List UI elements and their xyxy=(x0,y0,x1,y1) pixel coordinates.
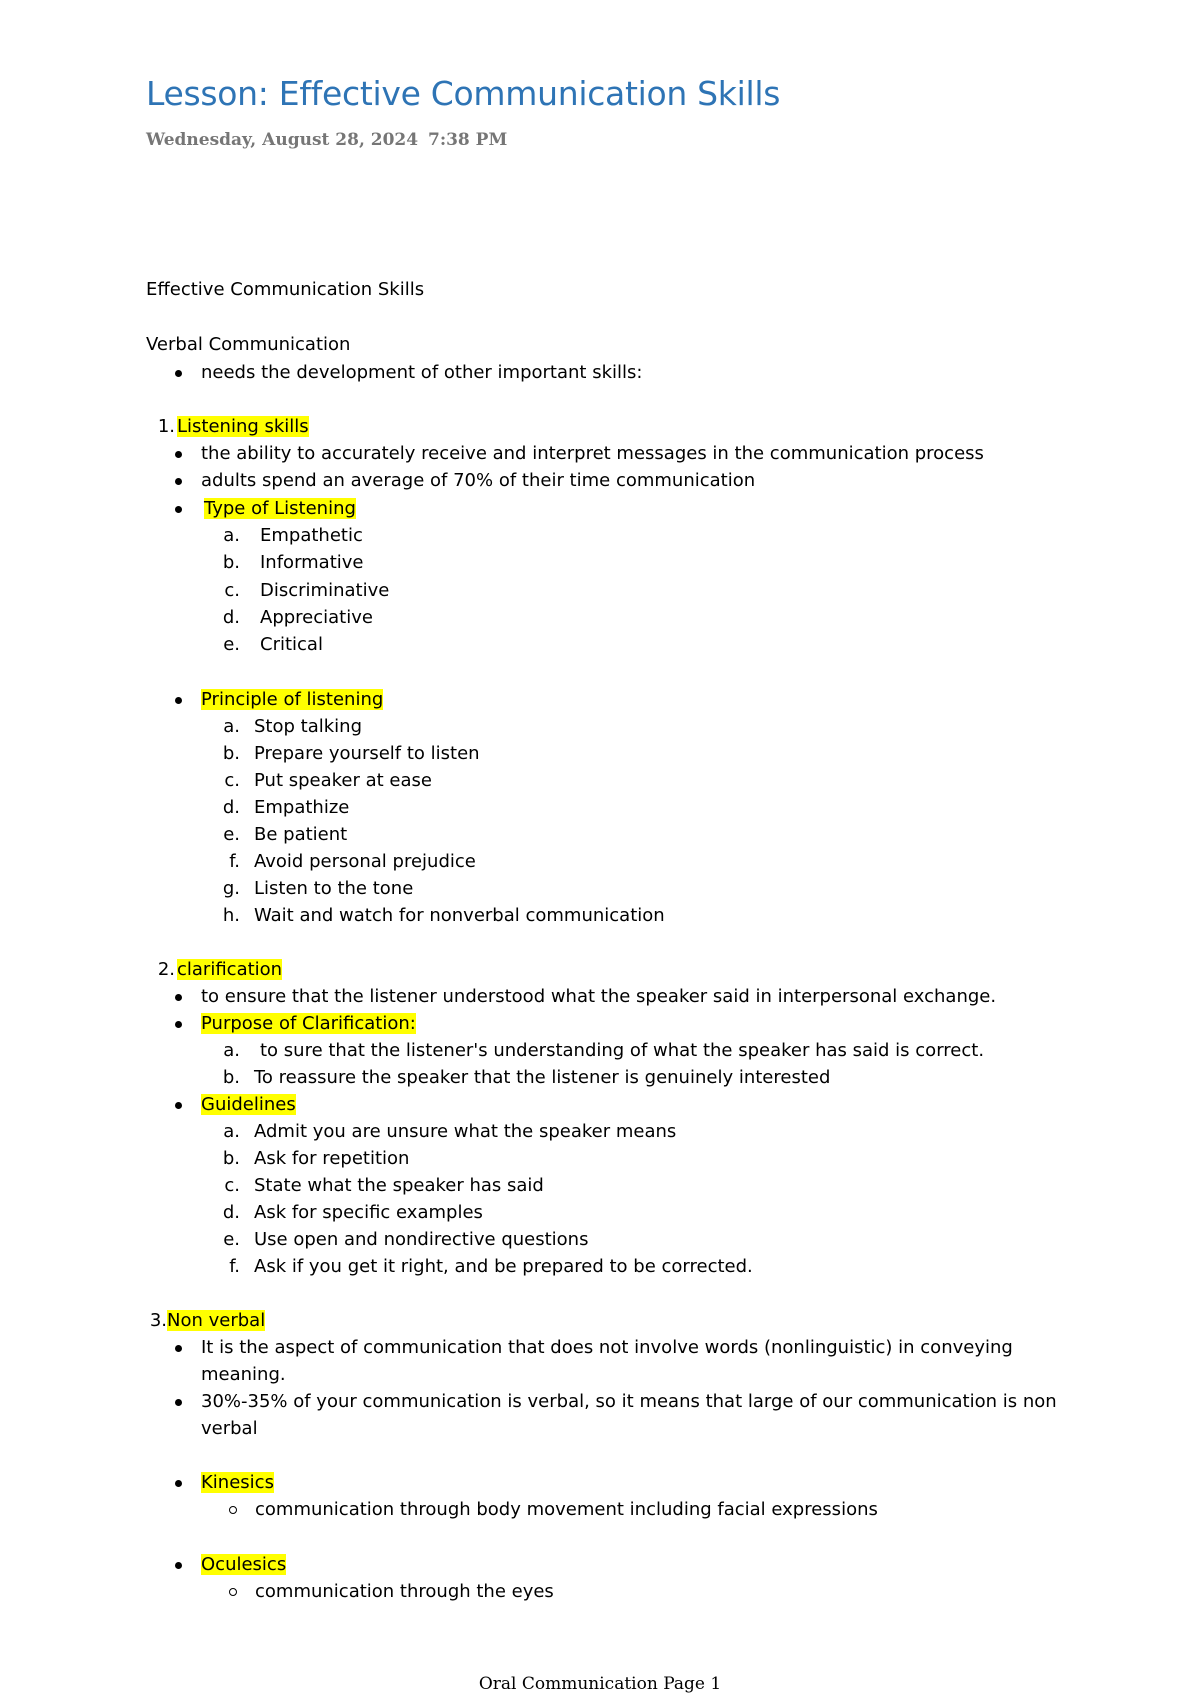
list-letter: a. xyxy=(223,716,240,737)
bullet-icon xyxy=(175,506,182,513)
page-title: Lesson: Effective Communication Skills xyxy=(146,74,781,113)
list-letter: e. xyxy=(223,1229,240,1250)
list-letter: d. xyxy=(222,607,240,628)
list-letter: a. xyxy=(223,1121,240,1142)
list-item: Ask for specific examples xyxy=(254,1202,483,1223)
list-item: needs the development of other important skills: xyxy=(201,362,643,383)
list-letter: b. xyxy=(222,552,240,573)
list-item: Wait and watch for nonverbal communication xyxy=(254,905,665,926)
bullet-icon xyxy=(175,478,182,485)
list-letter: a. xyxy=(223,525,240,546)
list-item: Informative xyxy=(260,552,364,573)
list-letter: h. xyxy=(222,905,240,926)
list-item: Ask if you get it right, and be prepared to be corrected. xyxy=(254,1256,753,1277)
list-letter: b. xyxy=(222,1067,240,1088)
bullet-icon xyxy=(175,1102,182,1109)
list-letter: g. xyxy=(222,878,240,899)
bullet-icon xyxy=(175,451,182,458)
list-letter: c. xyxy=(224,580,240,601)
list-letter: f. xyxy=(229,851,240,872)
hollow-bullet-icon xyxy=(229,1506,237,1514)
list-item: Empathetic xyxy=(260,525,363,546)
list-item: communication through the eyes xyxy=(255,1581,554,1602)
section-number: 3. xyxy=(149,1310,167,1331)
subsection-label-highlight: Type of Listening xyxy=(204,498,356,519)
list-letter: f. xyxy=(229,1256,240,1277)
subsection-label-highlight: Principle of listening xyxy=(201,689,384,710)
list-item: State what the speaker has said xyxy=(254,1175,544,1196)
list-item: communication through body movement including facial expressions xyxy=(255,1499,878,1520)
subsection-label-highlight: Guidelines xyxy=(201,1094,296,1115)
list-item-continuation: meaning. xyxy=(201,1364,286,1385)
hollow-bullet-icon xyxy=(229,1588,237,1596)
subsection-label-highlight: Purpose of Clarification: xyxy=(201,1013,416,1034)
bullet-icon xyxy=(175,1480,182,1487)
section-number: 2. xyxy=(157,959,175,980)
section-title-highlight: clarification xyxy=(177,959,283,980)
list-item: Empathize xyxy=(254,797,350,818)
list-letter: c. xyxy=(224,770,240,791)
bullet-icon xyxy=(175,1345,182,1352)
list-letter: e. xyxy=(223,634,240,655)
list-item: Discriminative xyxy=(260,580,390,601)
bullet-icon xyxy=(175,1021,182,1028)
list-item: It is the aspect of communication that does not involve words (nonlinguistic) in conveying xyxy=(201,1337,1013,1358)
list-item: Appreciative xyxy=(260,607,373,628)
list-item: Stop talking xyxy=(254,716,362,737)
subsection-label-highlight: Oculesics xyxy=(201,1554,287,1575)
list-item: Avoid personal prejudice xyxy=(254,851,476,872)
list-item: to sure that the listener's understanding of what the speaker has said is correct. xyxy=(260,1040,985,1061)
list-letter: c. xyxy=(224,1175,240,1196)
bullet-icon xyxy=(175,697,182,704)
list-item: Critical xyxy=(260,634,323,655)
list-letter: e. xyxy=(223,824,240,845)
page-date: Wednesday, August 28, 2024 xyxy=(146,130,419,150)
bullet-icon xyxy=(175,370,182,377)
list-item: Ask for repetition xyxy=(254,1148,410,1169)
subsection-label-highlight: Kinesics xyxy=(201,1472,274,1493)
section-number: 1. xyxy=(157,416,175,437)
list-item: adults spend an average of 70% of their time communication xyxy=(201,470,756,491)
list-item: To reassure the speaker that the listener is genuinely interested xyxy=(254,1067,831,1088)
list-item: Listen to the tone xyxy=(254,878,414,899)
list-item: to ensure that the listener understood what the speaker said in interpersonal exchange. xyxy=(201,986,997,1007)
page-time: 7:38 PM xyxy=(428,130,508,150)
list-item: Prepare yourself to listen xyxy=(254,743,480,764)
list-letter: d. xyxy=(222,797,240,818)
list-letter: b. xyxy=(222,1148,240,1169)
list-item: the ability to accurately receive and interpret messages in the communication process xyxy=(201,443,984,464)
list-item-continuation: verbal xyxy=(201,1418,258,1439)
list-letter: b. xyxy=(222,743,240,764)
list-item: Put speaker at ease xyxy=(254,770,432,791)
bullet-icon xyxy=(175,1562,182,1569)
list-letter: a. xyxy=(223,1040,240,1061)
list-letter: d. xyxy=(222,1202,240,1223)
list-item: Be patient xyxy=(254,824,348,845)
section-title-highlight: Non verbal xyxy=(167,1310,266,1331)
list-item: 30%-35% of your communication is verbal, so it means that large of our communication is non xyxy=(201,1391,1057,1412)
section-title-highlight: Listening skills xyxy=(177,416,309,437)
list-item: Use open and nondirective questions xyxy=(254,1229,589,1250)
bullet-icon xyxy=(175,994,182,1001)
list-item: Admit you are unsure what the speaker means xyxy=(254,1121,677,1142)
subheading: Verbal Communication xyxy=(146,334,351,355)
page-footer: Oral Communication Page 1 xyxy=(478,1674,722,1694)
section-heading: Effective Communication Skills xyxy=(146,279,425,300)
bullet-icon xyxy=(175,1399,182,1406)
